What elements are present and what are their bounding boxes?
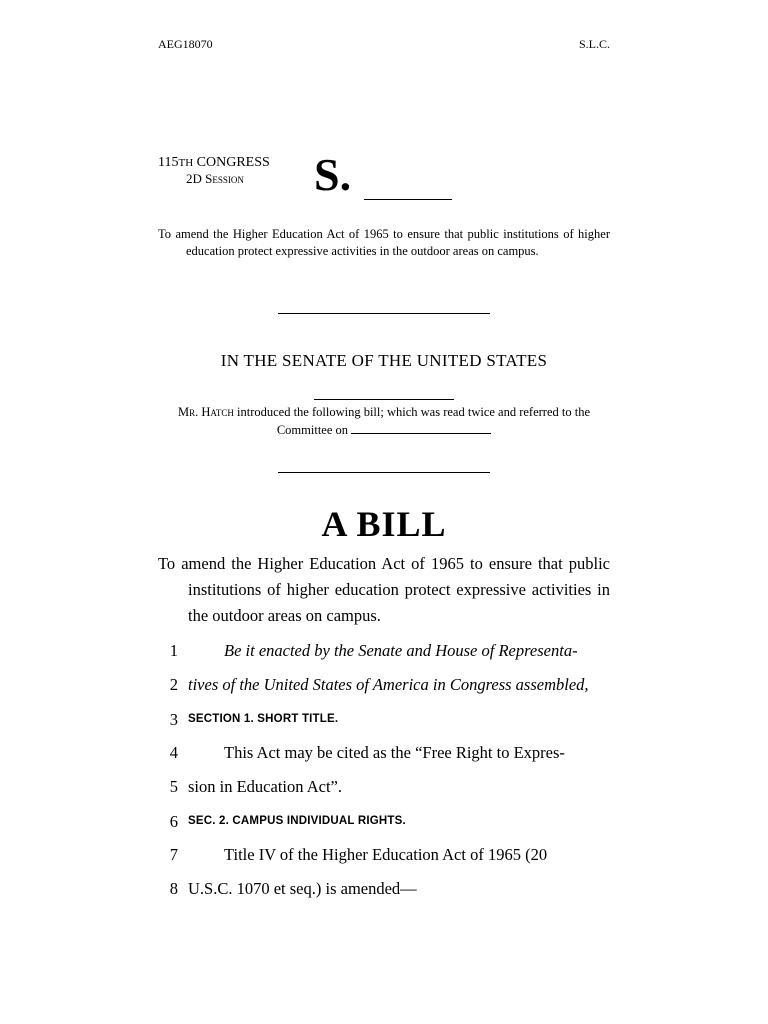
line-number: 6 xyxy=(169,812,178,831)
enacting-clause: tives of the United States of America in Congress assembled, xyxy=(188,675,589,694)
line-number: 2 xyxy=(169,675,178,694)
line-number: 8 xyxy=(169,879,178,898)
session-ordinal: D xyxy=(192,171,202,186)
bill-line xyxy=(150,675,610,705)
section-text: This Act may be cited as the “Free Right to Expres- xyxy=(224,743,565,762)
line-number: 4 xyxy=(169,743,178,762)
introduction-statement xyxy=(158,403,610,439)
short-purpose: To amend the Higher Education Act of 1965 to ensure that public institutions of higher education protect expressive activities in the outdoor areas on campus. xyxy=(158,227,610,258)
line-number: 1 xyxy=(169,641,178,660)
congress-ordinal: TH xyxy=(178,157,194,169)
bill-number-blank xyxy=(364,199,452,200)
bill-line xyxy=(150,879,610,909)
section-text: Title IV of the Higher Education Act of 1965 (20 xyxy=(224,845,548,864)
session-label xyxy=(186,171,244,187)
session-word: Session xyxy=(205,171,244,186)
divider-rule xyxy=(278,313,490,314)
bill-line xyxy=(150,641,610,671)
section-text: sion in Education Act”. xyxy=(188,777,342,796)
section-heading: SECTION 1. SHORT TITLE. xyxy=(188,713,339,725)
line-number: 5 xyxy=(169,777,178,796)
congress-label xyxy=(158,155,270,171)
bill-line xyxy=(150,710,610,740)
bill-line xyxy=(150,845,610,875)
line-number: 7 xyxy=(169,845,178,864)
session-number: 2 xyxy=(186,171,193,186)
divider-rule xyxy=(278,472,490,473)
document-id: AEG18070 xyxy=(158,37,213,51)
bill-line xyxy=(150,812,610,842)
long-purpose: To amend the Higher Education Act of 1965 to ensure that public institutions of higher education protect expressive activities in the outdoor areas on campus. xyxy=(158,554,610,625)
congress-word: CONGRESS xyxy=(196,155,270,170)
committee-blank xyxy=(351,423,491,434)
thin-divider xyxy=(314,399,454,400)
sponsor-name: Mr. Hatch xyxy=(177,405,234,419)
enacting-clause: Be it enacted by the Senate and House of Representa- xyxy=(224,641,578,660)
section-text: U.S.C. 1070 et seq.) is amended— xyxy=(188,879,417,898)
chamber-heading: IN THE SENATE OF THE UNITED STATES xyxy=(220,351,548,370)
section-heading: SEC. 2. CAMPUS INDIVIDUAL RIGHTS. xyxy=(188,815,406,827)
congress-number: 115 xyxy=(158,155,179,170)
office-code: S.L.C. xyxy=(578,37,610,51)
bill-line xyxy=(150,777,610,807)
bill-title: A BILL xyxy=(321,504,447,544)
bill-line xyxy=(150,743,610,773)
introduction-text: introduced the following bill; which was read twice and referred to the Committee on xyxy=(237,405,591,437)
bill-prefix: S. xyxy=(314,149,352,200)
line-number: 3 xyxy=(169,710,178,729)
